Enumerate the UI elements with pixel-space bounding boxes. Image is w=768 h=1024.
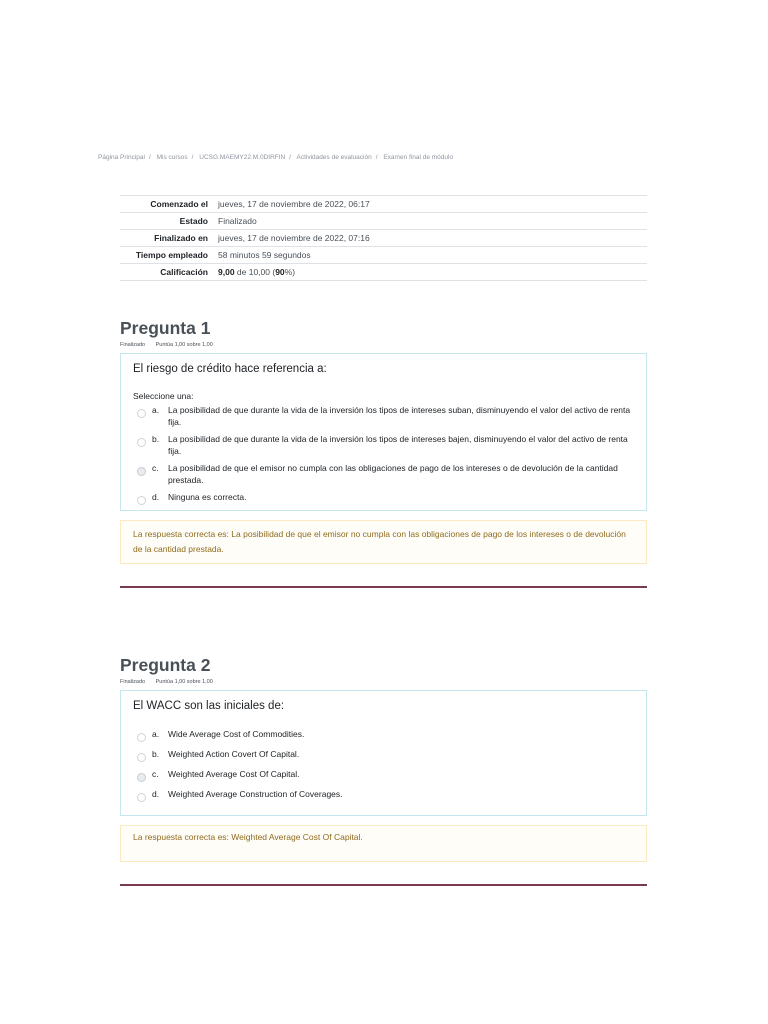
summary-label: Tiempo empleado [135,250,208,260]
answer-text: Ninguna es correcta. [168,492,247,502]
breadcrumb-separator: / [289,154,292,161]
question-status: Finalizado [120,679,146,685]
answer-letter: b. [152,749,160,759]
question-text: El riesgo de crédito hace referencia a: [133,363,327,375]
question-score: Puntúa 1,00 sobre 1,00 [155,342,213,348]
question-2 [120,655,647,886]
grade-score: 9,00 [218,267,235,277]
answer-text: Weighted Action Covert Of Capital. [168,749,300,759]
breadcrumb-separator: / [148,154,151,161]
correct-answer-feedback: La respuesta correcta es: Weighted Average Cost Of Capital. [120,825,647,862]
summary-value: 58 minutos 59 segundos [218,250,311,260]
question-divider [120,884,647,886]
summary-value [214,264,647,281]
breadcrumb-course-link[interactable]: UCSG.MAEMY22.M.0DIRFIN [199,154,286,161]
answer-option-b [133,433,634,457]
radio-button[interactable] [137,753,146,762]
summary-value: Finalizado [218,216,257,226]
summary-row-state [120,213,647,230]
answer-option-c [133,768,634,782]
answer-option-b [133,748,634,762]
answer-letter: d. [152,789,160,799]
answer-list [133,728,634,802]
question-content-box [120,353,647,511]
radio-button[interactable] [137,793,146,802]
summary-value: jueves, 17 de noviembre de 2022, 06:17 [218,199,370,209]
grade-percent: 90 [275,267,285,277]
summary-row-finished [120,230,647,247]
answer-letter: a. [152,729,160,739]
grade-text: de 10,00 ( [234,267,276,277]
summary-label: Comenzado el [150,199,208,209]
answer-text: La posibilidad de que el emisor no cumpla con las obligaciones de pago de los intereses o de devolución de la cantidad prestada. [168,463,618,485]
breadcrumb-separator: / [375,154,378,161]
breadcrumb-home-link[interactable]: Página Principal [98,154,145,161]
answer-text: La posibilidad de que durante la vida de la inversión los tipos de intereses suban, disminuyendo el valor del activo de renta fija. [168,405,631,427]
answer-option-a [133,404,634,428]
radio-button-selected[interactable] [137,467,146,476]
summary-row-started [120,196,647,213]
breadcrumb [98,154,453,161]
question-1 [120,318,647,588]
question-score: Puntúa 1,00 sobre 1,00 [155,679,213,685]
attempt-summary-table [120,195,647,281]
radio-button[interactable] [137,409,146,418]
answer-option-d [133,788,634,802]
question-status: Finalizado [120,342,146,348]
breadcrumb-activities-link[interactable]: Actividades de evaluación [296,154,372,161]
question-divider [120,586,647,588]
summary-label: Finalizado en [154,233,208,243]
answer-text: Weighted Average Construction of Coverages. [168,789,343,799]
breadcrumb-my-courses-link[interactable]: Mis cursos [156,154,188,161]
summary-row-grade [120,264,647,281]
question-title: Pregunta 1 [120,318,211,338]
summary-label: Estado [179,216,208,226]
answer-prompt: Seleccione una: [133,391,194,401]
question-content-box [120,690,647,816]
question-info [120,342,647,350]
answer-option-a [133,728,634,742]
summary-value: jueves, 17 de noviembre de 2022, 07:16 [218,233,370,243]
breadcrumb-separator: / [191,154,194,161]
summary-row-time [120,247,647,264]
answer-letter: a. [152,405,160,415]
answer-letter: c. [152,769,159,779]
summary-label: Calificación [160,267,208,277]
answer-letter: b. [152,434,160,444]
answer-text: Weighted Average Cost Of Capital. [168,769,300,779]
breadcrumb-exam-link[interactable]: Examen final de módulo [383,154,454,161]
answer-letter: c. [152,463,159,473]
radio-button[interactable] [137,733,146,742]
question-title: Pregunta 2 [120,655,211,675]
radio-button[interactable] [137,438,146,447]
radio-button[interactable] [137,496,146,505]
answer-text: La posibilidad de que durante la vida de la inversión los tipos de intereses bajen, disminuyendo el valor del activo de renta fija. [168,434,628,456]
answer-letter: d. [152,492,160,502]
answer-option-d [133,491,634,505]
question-info [120,679,647,687]
question-text: El WACC son las iniciales de: [133,700,285,712]
correct-answer-feedback: La respuesta correcta es: La posibilidad de que el emisor no cumpla con las obligaciones de pago de los intereses o de devolución de la cantidad prestada. [120,520,647,564]
answer-text: Wide Average Cost of Commodities. [168,729,305,739]
answer-option-c [133,462,634,486]
radio-button-selected[interactable] [137,773,146,782]
answer-list [133,404,634,505]
grade-text: %) [284,267,296,277]
